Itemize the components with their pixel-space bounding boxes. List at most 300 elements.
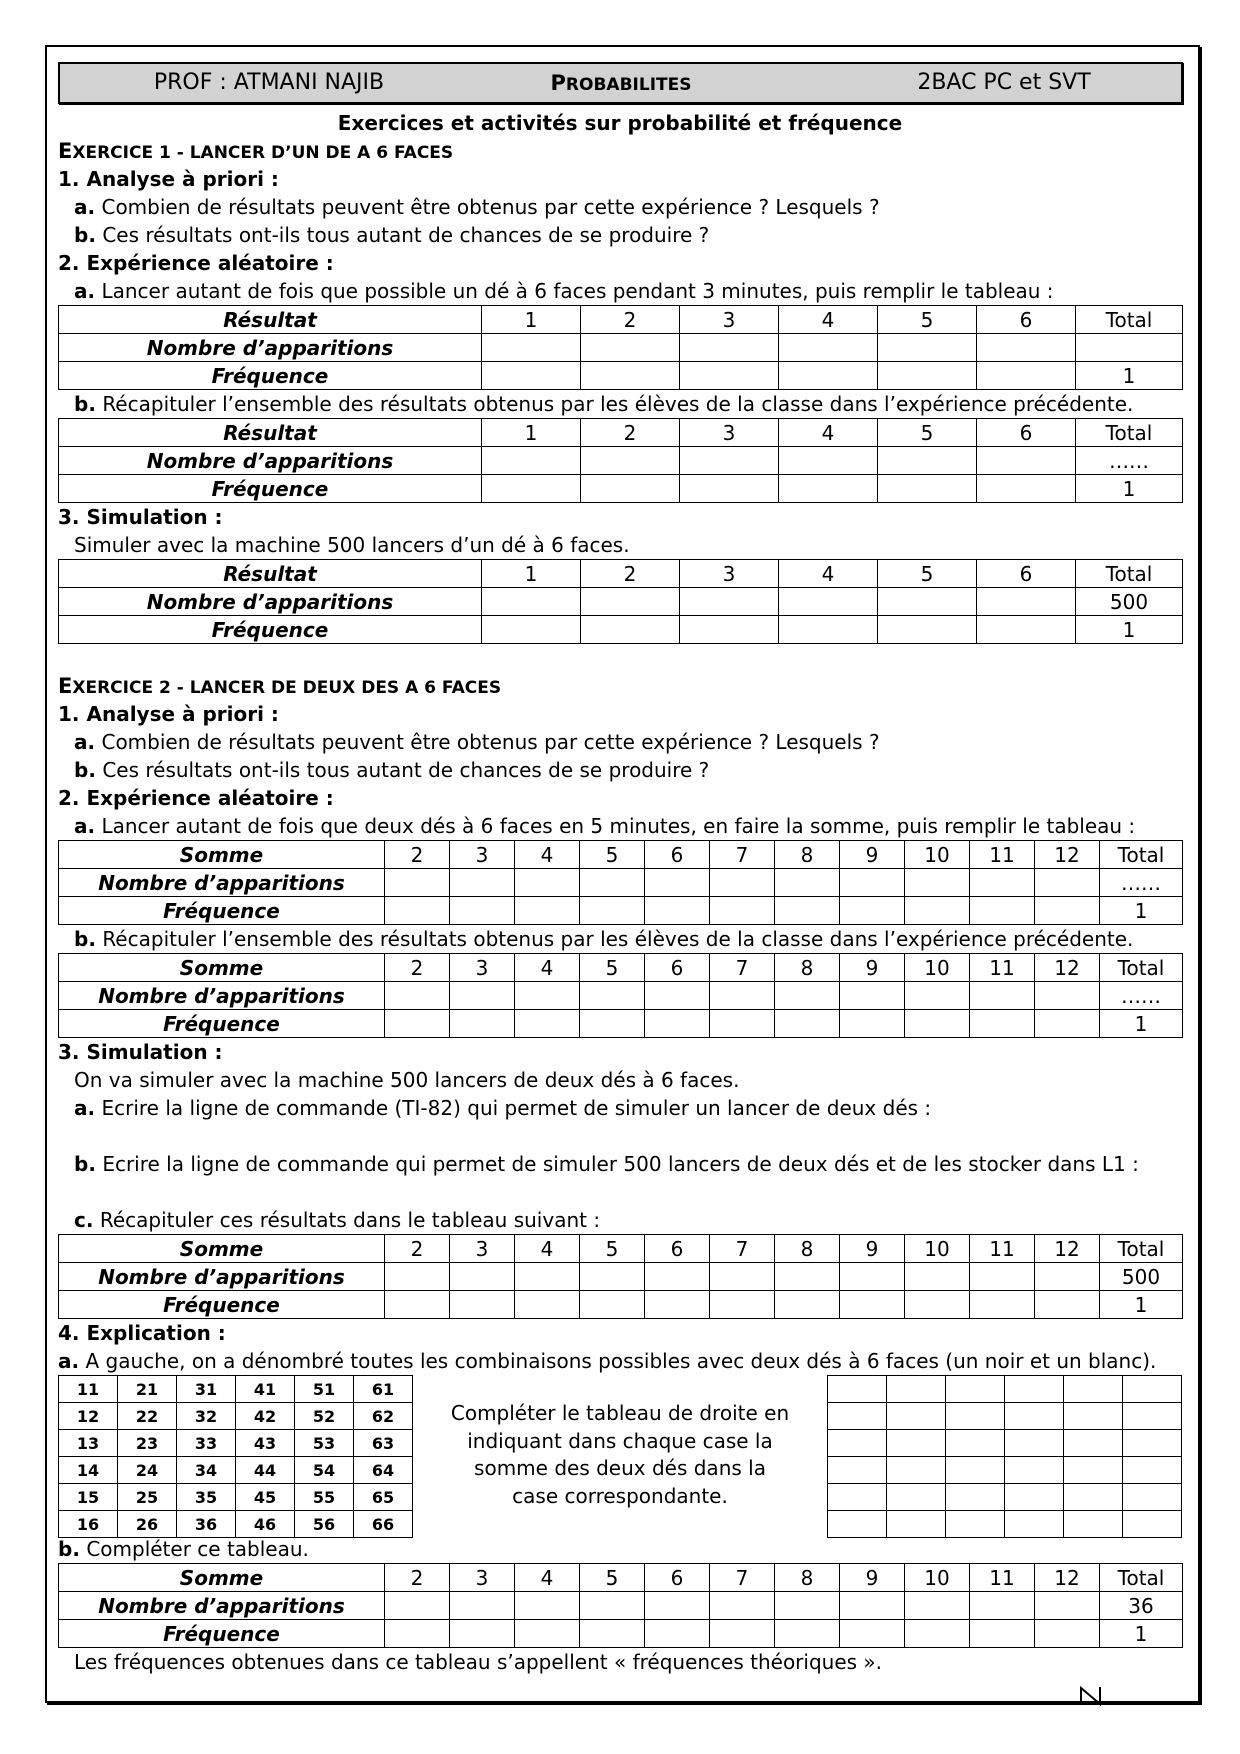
- answer-cell: [946, 1484, 1005, 1511]
- answer-cell: [450, 897, 515, 925]
- answer-cell: [680, 616, 779, 644]
- combination-cell: 42: [236, 1403, 295, 1430]
- total-header-cell: Total: [1100, 954, 1183, 982]
- value-cell: 8: [775, 841, 840, 869]
- answer-cell: [840, 1592, 905, 1620]
- value-cell: 4: [515, 1235, 580, 1263]
- ex1-table-3: [58, 559, 1182, 644]
- answer-cell: [580, 1620, 645, 1648]
- row-label: Résultat: [59, 560, 482, 588]
- grid-row: [59, 1484, 413, 1511]
- answer-cell: [887, 1484, 946, 1511]
- grid-row: [59, 1430, 413, 1457]
- answer-cell: [970, 1263, 1035, 1291]
- answer-cell: [775, 1263, 840, 1291]
- grid-row: [828, 1484, 1182, 1511]
- total-cell: 1: [1076, 362, 1183, 390]
- value-row: [59, 560, 1183, 588]
- answer-cell: [680, 475, 779, 503]
- answer-cell: [775, 869, 840, 897]
- ex2-simulation-heading: 3. Simulation :: [58, 1040, 223, 1064]
- answer-cell: [385, 1592, 450, 1620]
- value-cell: 9: [840, 841, 905, 869]
- answer-cell: [840, 1263, 905, 1291]
- frequency-row: [59, 616, 1183, 644]
- ex1-analyse-question-b: [58, 221, 1182, 249]
- value-cell: 3: [450, 841, 515, 869]
- value-row: [59, 419, 1183, 447]
- combinations-grid: [58, 1375, 413, 1538]
- row-label: Fréquence: [59, 475, 482, 503]
- ex2-explication-question-a: [58, 1347, 1182, 1375]
- answer-cell: [680, 362, 779, 390]
- header-bar: [58, 62, 1183, 104]
- count-row: [59, 1592, 1183, 1620]
- ex2-analyse-heading: 1. Analyse à priori :: [58, 702, 279, 726]
- frequency-table: [58, 840, 1183, 925]
- answer-cell: [482, 616, 581, 644]
- answer-cell: [828, 1484, 887, 1511]
- frequency-table: [58, 953, 1183, 1038]
- question-label: c.: [74, 1208, 94, 1232]
- ex1-experience-question-b: [58, 390, 1182, 418]
- ex2-analyse-question-a: [58, 728, 1182, 756]
- ex2-table-2: [58, 953, 1182, 1038]
- answer-cell: [581, 334, 680, 362]
- value-cell: 6: [645, 841, 710, 869]
- answer-cell: [1005, 1403, 1064, 1430]
- answer-cell: [775, 897, 840, 925]
- answer-cell: [1035, 869, 1100, 897]
- answer-cell: [840, 982, 905, 1010]
- grid-row: [59, 1376, 413, 1403]
- answer-cell: [385, 869, 450, 897]
- ex2-explication-heading: 4. Explication :: [58, 1321, 226, 1345]
- spacer: [58, 644, 1182, 672]
- row-label: Résultat: [59, 306, 482, 334]
- answer-cell: [1005, 1430, 1064, 1457]
- value-cell: 2: [385, 1564, 450, 1592]
- ex2-simulation-intro: On va simuler avec la machine 500 lancers de deux dés à 6 faces.: [74, 1068, 740, 1092]
- value-cell: 6: [645, 954, 710, 982]
- value-cell: 2: [385, 841, 450, 869]
- row-label: Fréquence: [59, 1620, 385, 1648]
- instruction-line: case correspondante.: [512, 1483, 728, 1508]
- combination-cell: 22: [118, 1403, 177, 1430]
- combination-cell: 23: [118, 1430, 177, 1457]
- answer-cell: [1035, 1592, 1100, 1620]
- answer-cell: [515, 869, 580, 897]
- answer-cell: [878, 616, 977, 644]
- answer-cell: [840, 1620, 905, 1648]
- ex2-simulation-question-b: [58, 1150, 1182, 1178]
- answer-cell: [482, 334, 581, 362]
- combination-cell: 36: [177, 1511, 236, 1538]
- combination-cell: 61: [354, 1376, 413, 1403]
- answer-cell: [887, 1511, 946, 1538]
- answer-cell: [710, 1291, 775, 1319]
- question-text: Combien de résultats peuvent être obtenus par cette expérience ? Lesquels ?: [101, 730, 880, 754]
- value-cell: 4: [779, 419, 878, 447]
- ex1-simulation-text: Simuler avec la machine 500 lancers d’un dé à 6 faces.: [74, 533, 630, 557]
- combination-cell: 14: [59, 1457, 118, 1484]
- value-cell: 5: [580, 1235, 645, 1263]
- ex2-experience-question-a: [58, 812, 1182, 840]
- total-cell: 1: [1100, 1010, 1183, 1038]
- value-cell: 2: [581, 306, 680, 334]
- value-cell: 8: [775, 1235, 840, 1263]
- value-cell: 3: [450, 954, 515, 982]
- row-label: Nombre d’apparitions: [59, 1263, 385, 1291]
- answer-cell: [977, 334, 1076, 362]
- ex2-experience-question-b: [58, 925, 1182, 953]
- question-text: Combien de résultats peuvent être obtenus par cette expérience ? Lesquels ?: [101, 195, 880, 219]
- question-label: a.: [58, 1349, 80, 1373]
- ex2-table-1: [58, 840, 1182, 925]
- answer-cell: [905, 869, 970, 897]
- value-cell: 7: [710, 954, 775, 982]
- total-cell: 500: [1100, 1263, 1183, 1291]
- combinations-table: [58, 1375, 413, 1535]
- value-cell: 3: [680, 306, 779, 334]
- question-text: Ecrire la ligne de commande (TI-82) qui permet de simuler un lancer de deux dés :: [101, 1096, 932, 1120]
- value-cell: 4: [515, 1564, 580, 1592]
- total-header-cell: Total: [1076, 419, 1183, 447]
- answer-cell: [887, 1457, 946, 1484]
- answer-cell: [878, 447, 977, 475]
- answer-cell: [710, 982, 775, 1010]
- question-text: Lancer autant de fois que possible un dé à 6 faces pendant 3 minutes, puis remplir le tableau :: [101, 279, 1054, 303]
- row-label: Somme: [59, 1564, 385, 1592]
- value-cell: 2: [581, 419, 680, 447]
- answer-cell: [970, 897, 1035, 925]
- count-row: [59, 982, 1183, 1010]
- value-cell: 11: [970, 954, 1035, 982]
- answer-cell: [680, 334, 779, 362]
- answer-cell: [1005, 1511, 1064, 1538]
- total-cell: 500: [1076, 588, 1183, 616]
- total-cell: 1: [1076, 616, 1183, 644]
- answer-cell: [515, 982, 580, 1010]
- value-cell: 5: [580, 1564, 645, 1592]
- answer-cell: [946, 1511, 1005, 1538]
- combinations-instruction: [413, 1375, 827, 1535]
- answer-cell: [710, 1010, 775, 1038]
- value-cell: 12: [1035, 841, 1100, 869]
- value-cell: 5: [878, 560, 977, 588]
- value-cell: 8: [775, 954, 840, 982]
- ex1-table-1: [58, 305, 1182, 390]
- question-label: b.: [58, 1537, 80, 1561]
- value-cell: 5: [580, 841, 645, 869]
- answer-cell: [385, 982, 450, 1010]
- question-text: Récapituler ces résultats dans le tableau suivant :: [99, 1208, 601, 1232]
- answer-cell: [710, 1592, 775, 1620]
- answer-cell: [1035, 1620, 1100, 1648]
- answer-cell: [450, 1592, 515, 1620]
- frequency-table: [58, 559, 1183, 644]
- page-corner-mark: [1078, 1684, 1108, 1706]
- value-cell: 2: [385, 954, 450, 982]
- value-cell: 9: [840, 1235, 905, 1263]
- answer-cell: [1123, 1403, 1182, 1430]
- row-label: Nombre d’apparitions: [59, 982, 385, 1010]
- value-cell: 4: [779, 306, 878, 334]
- row-label: Fréquence: [59, 1010, 385, 1038]
- answer-cell: [1035, 897, 1100, 925]
- grid-row: [59, 1403, 413, 1430]
- question-label: a.: [74, 730, 96, 754]
- answer-cell: [580, 1010, 645, 1038]
- answer-cell: [680, 447, 779, 475]
- sums-answer-grid: [827, 1375, 1182, 1535]
- value-cell: 10: [905, 1564, 970, 1592]
- value-cell: 3: [680, 419, 779, 447]
- question-text: A gauche, on a dénombré toutes les combinaisons possibles avec deux dés à 6 faces (un noir et un blanc).: [85, 1349, 1157, 1373]
- combination-cell: 46: [236, 1511, 295, 1538]
- value-cell: 7: [710, 1235, 775, 1263]
- value-cell: 6: [977, 560, 1076, 588]
- answer-cell: [710, 897, 775, 925]
- question-text: Ecrire la ligne de commande qui permet de simuler 500 lancers de deux dés et de les stocker dans L1 :: [102, 1152, 1139, 1176]
- combination-cell: 63: [354, 1430, 413, 1457]
- answer-cell: [1123, 1511, 1182, 1538]
- exercise-1-heading: EXERCICE 1 - LANCER D’UN DE A 6 FACES: [58, 139, 454, 163]
- combination-cell: 33: [177, 1430, 236, 1457]
- instruction-line: Compléter le tableau de droite en: [450, 1401, 790, 1425]
- answer-cell: [977, 447, 1076, 475]
- grid-row: [828, 1403, 1182, 1430]
- grid-row: [828, 1430, 1182, 1457]
- combination-cell: 15: [59, 1484, 118, 1511]
- ex2-table-3: [58, 1234, 1182, 1319]
- total-header-cell: Total: [1100, 841, 1183, 869]
- combination-cell: 54: [295, 1457, 354, 1484]
- class-level: 2BAC PC et SVT: [917, 70, 1091, 95]
- answer-cell: [775, 982, 840, 1010]
- answer-cell: [581, 362, 680, 390]
- row-label: Résultat: [59, 419, 482, 447]
- answer-cell: [1035, 1291, 1100, 1319]
- instruction-line: somme des deux dés dans la: [474, 1456, 766, 1480]
- answer-cell: [878, 334, 977, 362]
- answer-cell: [515, 897, 580, 925]
- combination-cell: 55: [295, 1484, 354, 1511]
- value-cell: 6: [977, 419, 1076, 447]
- value-cell: 2: [581, 560, 680, 588]
- value-row: [59, 954, 1183, 982]
- answer-cell: [1123, 1376, 1182, 1403]
- grid-row: [59, 1511, 413, 1538]
- answer-cell: [905, 1010, 970, 1038]
- total-header-cell: Total: [1076, 560, 1183, 588]
- answer-cell: [905, 897, 970, 925]
- answer-cell: [580, 1291, 645, 1319]
- value-cell: 1: [482, 306, 581, 334]
- frequency-table: [58, 1234, 1183, 1319]
- answer-cell: [482, 362, 581, 390]
- answer-cell: [977, 475, 1076, 503]
- value-cell: 12: [1035, 1235, 1100, 1263]
- answer-cell: [779, 447, 878, 475]
- answer-cell: [580, 897, 645, 925]
- answer-cell: [385, 1010, 450, 1038]
- combinations-block: [58, 1375, 1182, 1535]
- value-cell: 4: [515, 841, 580, 869]
- ex2-explication-question-b: [58, 1535, 1182, 1563]
- row-label: Nombre d’apparitions: [59, 1592, 385, 1620]
- answer-cell: [515, 1263, 580, 1291]
- value-cell: 4: [779, 560, 878, 588]
- answer-cell: [580, 1263, 645, 1291]
- value-cell: 7: [710, 1564, 775, 1592]
- total-cell: ……: [1100, 869, 1183, 897]
- answer-cell: [645, 1291, 710, 1319]
- combination-cell: 52: [295, 1403, 354, 1430]
- combination-cell: 11: [59, 1376, 118, 1403]
- answer-cell: [828, 1430, 887, 1457]
- combination-cell: 13: [59, 1430, 118, 1457]
- combination-cell: 31: [177, 1376, 236, 1403]
- row-label: Somme: [59, 1235, 385, 1263]
- answer-cell: [710, 1620, 775, 1648]
- answer-cell: [887, 1403, 946, 1430]
- answer-space: [58, 1122, 1182, 1150]
- answer-cell: [779, 334, 878, 362]
- answer-cell: [946, 1457, 1005, 1484]
- value-cell: 3: [450, 1564, 515, 1592]
- answer-cell: [977, 362, 1076, 390]
- combination-cell: 25: [118, 1484, 177, 1511]
- question-text: Compléter ce tableau.: [86, 1537, 309, 1561]
- answer-cell: [450, 982, 515, 1010]
- row-label: Nombre d’apparitions: [59, 869, 385, 897]
- value-cell: 9: [840, 1564, 905, 1592]
- total-cell: 1: [1100, 1291, 1183, 1319]
- answer-cell: [1123, 1457, 1182, 1484]
- answer-cell: [710, 869, 775, 897]
- value-cell: 1: [482, 419, 581, 447]
- value-cell: 3: [450, 1235, 515, 1263]
- answer-cell: [775, 1592, 840, 1620]
- exercise-2-heading: EXERCICE 2 - LANCER DE DEUX DES A 6 FACES: [58, 674, 502, 698]
- answer-cell: [1035, 1263, 1100, 1291]
- frequency-row: [59, 1010, 1183, 1038]
- answer-cell: [450, 1010, 515, 1038]
- combination-cell: 45: [236, 1484, 295, 1511]
- question-label: a.: [74, 1096, 96, 1120]
- row-label: Somme: [59, 841, 385, 869]
- empty-grid: [827, 1375, 1182, 1538]
- worksheet-body: [58, 109, 1182, 1676]
- combination-cell: 32: [177, 1403, 236, 1430]
- row-label: Fréquence: [59, 1291, 385, 1319]
- question-label: b.: [74, 758, 96, 782]
- answer-cell: [482, 475, 581, 503]
- value-cell: 4: [515, 954, 580, 982]
- combination-cell: 12: [59, 1403, 118, 1430]
- answer-cell: [887, 1430, 946, 1457]
- answer-cell: [946, 1430, 1005, 1457]
- ex1-experience-heading: 2. Expérience aléatoire :: [58, 251, 334, 275]
- answer-space: [58, 1178, 1182, 1206]
- answer-cell: [970, 1620, 1035, 1648]
- combination-cell: 64: [354, 1457, 413, 1484]
- total-header-cell: Total: [1100, 1235, 1183, 1263]
- answer-cell: [515, 1291, 580, 1319]
- answer-cell: [840, 1291, 905, 1319]
- answer-cell: [645, 869, 710, 897]
- total-cell: 36: [1100, 1592, 1183, 1620]
- value-row: [59, 1564, 1183, 1592]
- ex2-simulation-question-c: [58, 1206, 1182, 1234]
- answer-cell: [905, 1263, 970, 1291]
- answer-cell: [385, 1620, 450, 1648]
- combination-cell: 43: [236, 1430, 295, 1457]
- ex1-analyse-question-a: [58, 193, 1182, 221]
- value-cell: 10: [905, 1235, 970, 1263]
- question-text: Lancer autant de fois que deux dés à 6 faces en 5 minutes, en faire la somme, puis remplir le tableau :: [101, 814, 1136, 838]
- value-cell: 6: [645, 1235, 710, 1263]
- grid-row: [828, 1511, 1182, 1538]
- question-label: b.: [74, 1152, 96, 1176]
- answer-cell: [905, 982, 970, 1010]
- answer-cell: [645, 982, 710, 1010]
- answer-cell: [946, 1403, 1005, 1430]
- answer-cell: [1123, 1430, 1182, 1457]
- frequency-table: [58, 1563, 1183, 1648]
- ex2-table-4: [58, 1563, 1182, 1648]
- answer-cell: [1064, 1457, 1123, 1484]
- value-cell: 8: [775, 1564, 840, 1592]
- question-text: Récapituler l’ensemble des résultats obtenus par les élèves de la classe dans l’expérience précédente.: [102, 392, 1134, 416]
- answer-cell: [450, 1291, 515, 1319]
- answer-cell: [515, 1010, 580, 1038]
- answer-cell: [385, 897, 450, 925]
- question-label: a.: [74, 279, 96, 303]
- total-cell: 1: [1100, 897, 1183, 925]
- value-cell: 10: [905, 841, 970, 869]
- answer-cell: [1005, 1484, 1064, 1511]
- count-row: [59, 1263, 1183, 1291]
- answer-cell: [645, 1620, 710, 1648]
- ex2-conclusion: Les fréquences obtenues dans ce tableau s’appellent « fréquences théoriques ».: [74, 1650, 883, 1674]
- answer-cell: [450, 1263, 515, 1291]
- combination-cell: 24: [118, 1457, 177, 1484]
- row-label: Nombre d’apparitions: [59, 588, 482, 616]
- grid-row: [828, 1457, 1182, 1484]
- answer-cell: [840, 869, 905, 897]
- row-label: Fréquence: [59, 616, 482, 644]
- combination-cell: 62: [354, 1403, 413, 1430]
- answer-cell: [580, 982, 645, 1010]
- answer-cell: [840, 897, 905, 925]
- grid-row: [828, 1376, 1182, 1403]
- row-label: Nombre d’apparitions: [59, 447, 482, 475]
- answer-cell: [450, 1620, 515, 1648]
- grid-row: [59, 1457, 413, 1484]
- value-cell: 6: [645, 1564, 710, 1592]
- answer-cell: [581, 447, 680, 475]
- value-cell: 6: [977, 306, 1076, 334]
- ex2-analyse-question-b: [58, 756, 1182, 784]
- answer-cell: [515, 1592, 580, 1620]
- total-cell: [1076, 334, 1183, 362]
- instruction-line: indiquant dans chaque case la: [467, 1428, 773, 1453]
- answer-cell: [710, 1263, 775, 1291]
- answer-cell: [482, 588, 581, 616]
- combination-cell: 44: [236, 1457, 295, 1484]
